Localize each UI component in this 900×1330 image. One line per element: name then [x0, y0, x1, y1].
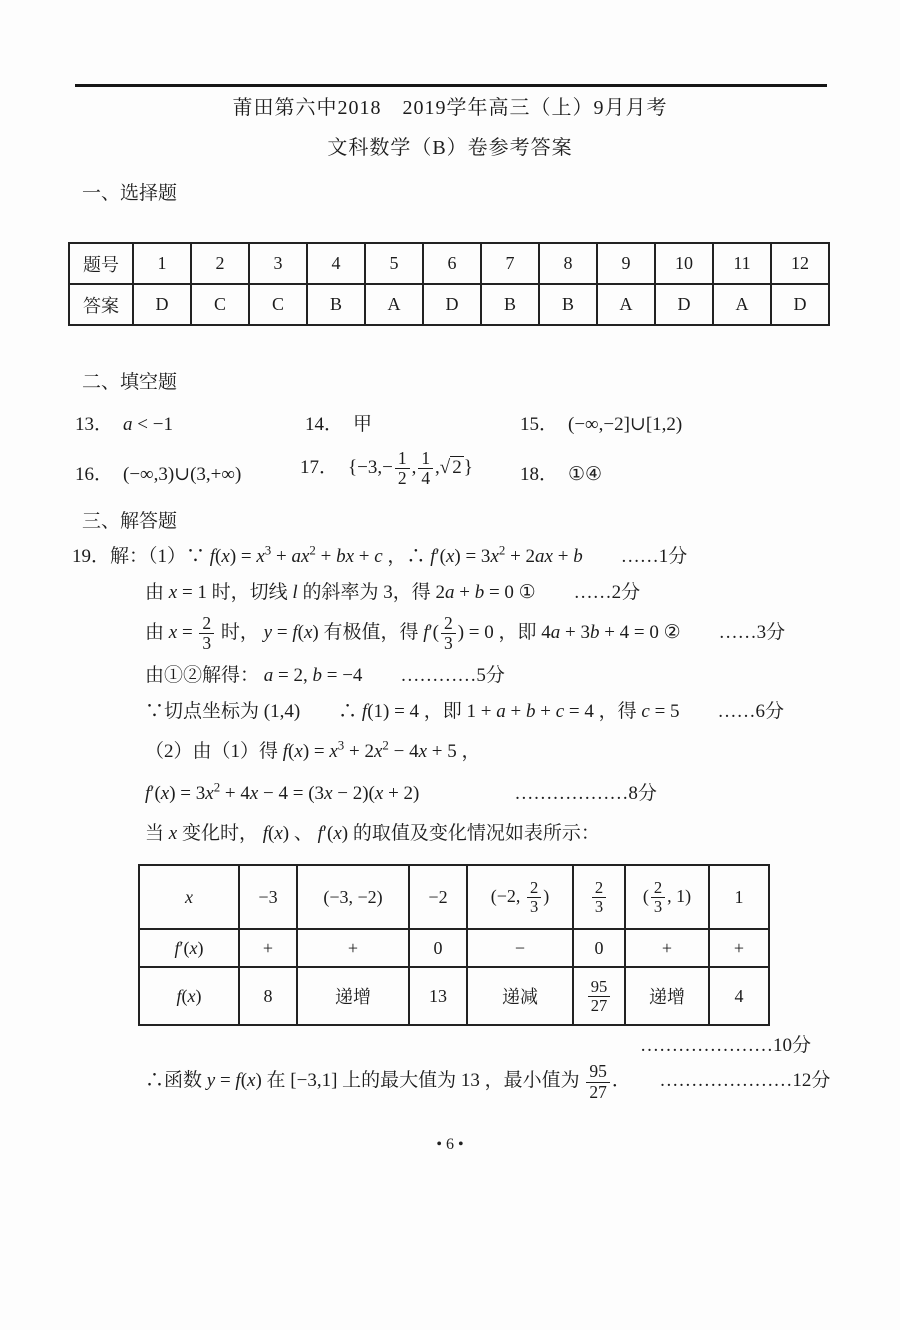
choice-number: 12	[771, 243, 829, 284]
doc-subtitle: 文科数学（B）卷参考答案	[327, 137, 573, 159]
choice-number: 1	[133, 243, 191, 284]
vt-cell: −2	[409, 865, 467, 929]
top-rule	[75, 84, 827, 87]
document-page	[0, 84, 900, 1330]
fill-answers-block	[0, 403, 900, 503]
vt-cell: f(x)	[139, 967, 239, 1025]
choice-answer: B	[481, 284, 539, 325]
vt-cell: 0	[573, 929, 625, 967]
choice-number: 11	[713, 243, 771, 284]
choice-row-label: 题号	[69, 243, 133, 284]
choice-number: 2	[191, 243, 249, 284]
choice-number: 10	[655, 243, 713, 284]
choice-number: 9	[597, 243, 655, 284]
vt-cell: (−3, −2)	[297, 865, 409, 929]
choice-answer: A	[713, 284, 771, 325]
choice-numbers-row	[69, 243, 829, 284]
choice-answers-row	[69, 284, 829, 325]
question-number: 16．	[75, 464, 114, 485]
question-number: 18．	[520, 464, 559, 485]
answer-value: ①④	[568, 464, 603, 485]
choice-answer: A	[597, 284, 655, 325]
choice-answer: D	[423, 284, 481, 325]
choice-number: 5	[365, 243, 423, 284]
fill-answer-15	[520, 409, 682, 436]
variation-fprime-row	[139, 929, 769, 967]
choice-answer: B	[539, 284, 597, 325]
question-number: 17．	[300, 457, 339, 479]
choice-number: 7	[481, 243, 539, 284]
choice-answer: C	[249, 284, 307, 325]
doc-title: 莆田第六中2018 2019学年高三（上）9月月考	[232, 97, 668, 119]
answer-value: (−∞,−2]∪[1,2)	[568, 414, 683, 435]
vt-cell: 递增	[625, 967, 709, 1025]
choice-answer: D	[133, 284, 191, 325]
vt-cell: 0	[409, 929, 467, 967]
solution-line-8: 当 x 变化时， f(x) 、 f′(x) 的取值及变化情况如表所示：	[145, 823, 600, 845]
section-solution-heading: 三、解答题	[82, 511, 178, 532]
section-choice-heading: 一、选择题	[82, 183, 178, 204]
choice-number: 3	[249, 243, 307, 284]
variation-f-row	[139, 967, 769, 1025]
vt-cell: 递减	[467, 967, 573, 1025]
vt-cell: 4	[709, 967, 769, 1025]
question-number: 13．	[75, 414, 114, 435]
choice-answer: B	[307, 284, 365, 325]
score-10-line: …………………10分	[640, 1035, 812, 1057]
fill-answer-14	[305, 409, 372, 436]
choice-number: 8	[539, 243, 597, 284]
vt-cell: 8	[239, 967, 297, 1025]
vt-cell: 递增	[297, 967, 409, 1025]
vt-cell: −	[467, 929, 573, 967]
conclusion-line: ∴函数 y = f(x) 在 [−3,1] 上的最大值为 13 ，最小值为 $\frac{95}{27}$ ． …………………12分	[145, 1061, 831, 1102]
choice-answer: D	[771, 284, 829, 325]
vt-cell: f′(x)	[139, 929, 239, 967]
fill-answer-17	[300, 449, 473, 488]
vt-cell: $\frac{95}{27}$	[573, 967, 625, 1025]
answer-value: a < −1	[123, 414, 173, 435]
vt-cell: +	[625, 929, 709, 967]
answer-row-label: 答案	[69, 284, 133, 325]
solution-line-5: ∵切点坐标为 (1,4) ∴ f(1) = 4 ，即 1 + a + b + c = 4 ，得 c = 5 ……6分	[145, 701, 785, 723]
fill-answer-18	[520, 459, 602, 486]
vt-cell: $\frac{2}{3}$	[573, 865, 625, 929]
variation-table	[138, 864, 770, 1026]
choice-answer: A	[365, 284, 423, 325]
solution-line-1: 19．解：（1）∵ $f(x) = x^3 + ax^2$ + bx + c ，∴ $f'(x) = 3x^2 + 2ax + b$ ……1分	[72, 542, 688, 567]
solution-line-7: $f'(x) = 3x^2 + 4x - 4 = (3x - 2)(x + 2)$ ………………8分	[145, 780, 657, 805]
answer-value: 甲	[353, 414, 373, 435]
vt-cell: +	[239, 929, 297, 967]
choice-answer: C	[191, 284, 249, 325]
vt-cell: +	[297, 929, 409, 967]
solution-line-3: 由 x = $\frac{2}{3}$ 时， y = f(x) 有极值，得 f′( $\frac{2}{3}$ ) = 0 ，即 4a + 3b + 4 = 0 ② ……3分	[145, 613, 786, 654]
answer-value: {−3,− $\frac{1}{2}$ , $\frac{1}{4}$ ,√ 2 }	[348, 448, 473, 489]
page-number: • 6 •	[436, 1135, 464, 1153]
fill-answer-13	[75, 409, 173, 436]
fill-answer-16	[75, 459, 241, 486]
vt-cell: (−2, $\frac{2}{3}$ )	[467, 865, 573, 929]
solution-line-2: 由 x = 1 时，切线 l 的斜率为 3，得 2a + b = 0 ① ……2分	[145, 582, 641, 603]
choice-answer-table	[68, 242, 830, 326]
vt-cell: 1	[709, 865, 769, 929]
vt-cell: +	[709, 929, 769, 967]
vt-cell: −3	[239, 865, 297, 929]
choice-answer: D	[655, 284, 713, 325]
vt-cell: ( $\frac{2}{3}$ , 1)	[625, 865, 709, 929]
choice-number: 6	[423, 243, 481, 284]
vt-cell: 13	[409, 967, 467, 1025]
question-number: 14．	[305, 414, 344, 435]
answer-value: (−∞,3)∪(3,+∞)	[123, 464, 242, 485]
vt-cell: x	[139, 865, 239, 929]
solution-line-6: （2）由（1）得 $f(x) = x^3 + 2x^2 - 4x + 5$ ，	[145, 738, 481, 763]
variation-x-row	[139, 865, 769, 929]
solution-line-4: 由①②解得： a = 2, b = −4 …………5分	[145, 665, 505, 687]
section-fill-heading: 二、填空题	[82, 372, 178, 393]
choice-number: 4	[307, 243, 365, 284]
question-number: 15．	[520, 414, 559, 435]
